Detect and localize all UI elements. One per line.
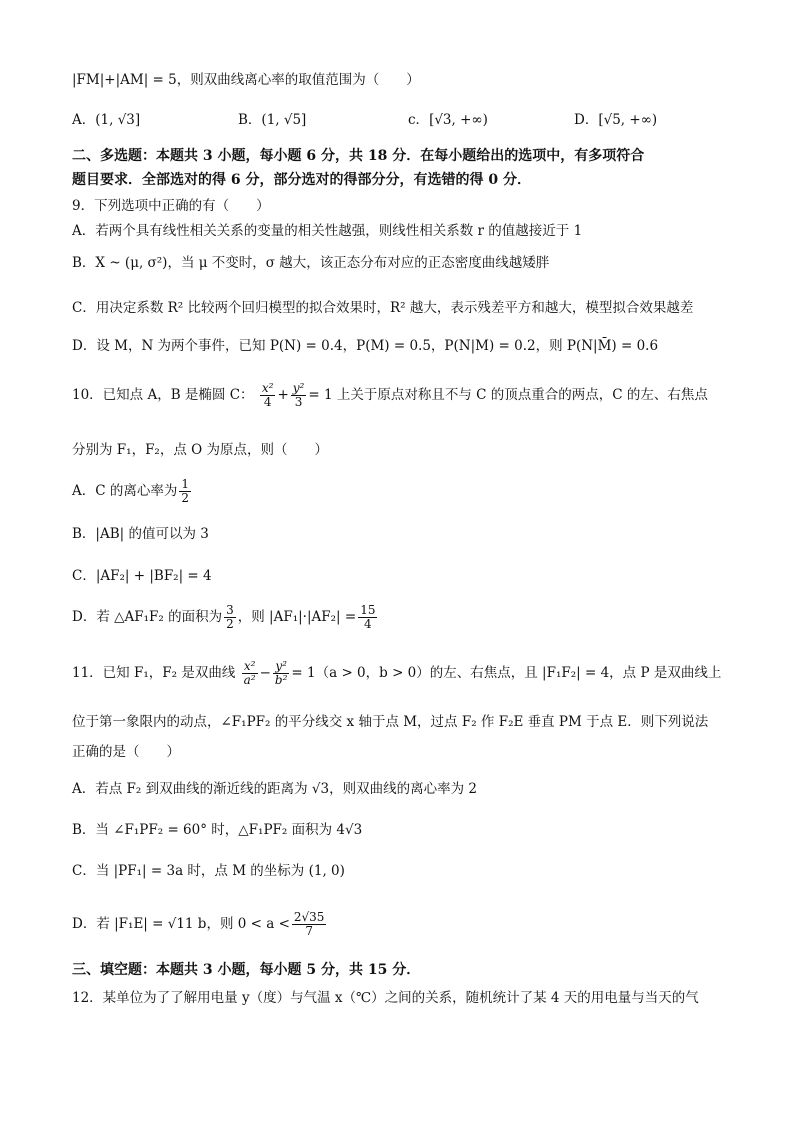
q8-options bbox=[72, 108, 734, 138]
q10-stem-line2: 分别为 F₁，F₂，点 O 为原点，则（ ） bbox=[72, 442, 328, 458]
q8-option-c-value: [√3, +∞) bbox=[429, 112, 488, 128]
q8-text: ，则双曲线离心率的取值范围为（ ） bbox=[176, 72, 420, 88]
q9-stem: 9．下列选项中正确的有（ ） bbox=[72, 198, 270, 214]
q9-option-a[interactable]: A．若两个具有线性相关关系的变量的相关性越强，则线性相关系数 r 的值越接近于 1 bbox=[72, 223, 583, 239]
q11-stem-line2: 位于第一象限内的动点，∠F₁PF₂ 的平分线交 x 轴于点 M，过点 F₂ 作 F₂E 垂直 PM 于点 E．则下列说法 bbox=[72, 714, 709, 730]
section2-heading-2: 题目要求．全部选对的得 6 分，部分选对的得部分分，有选错的得 0 分． bbox=[72, 172, 531, 188]
q8-option-d-value: [√5, +∞) bbox=[598, 112, 658, 128]
q11-hyperbola-y-term: $\frac{\text{y²}}{\text{b²}}$ bbox=[274, 659, 288, 687]
q11-option-d[interactable]: D．若 |F₁E| = √11 b，则 0 < a < $\frac{2√35}{7}$ bbox=[72, 910, 325, 938]
q11-stem-line1: 11．已知 F₁，F₂ 是双曲线 $\frac{\text{x²}}{\text{a²}}$ − $\frac{\text{y²}}{\text{b²}}$ = 1（a > 0，b > 0）的左、右焦点，且 |F₁F₂| = 4，点 P 是双曲线上 bbox=[72, 659, 722, 687]
q10-option-a[interactable]: A．C 的离心率为 $\frac{1}{2}$ bbox=[72, 477, 190, 505]
section2-heading-1: 二、多选题：本题共 3 小题，每小题 6 分，共 18 分．在每小题给出的选项中，有多项符合 bbox=[72, 148, 645, 164]
q11-option-c[interactable]: C．当 |PF₁| = 3a 时，点 M 的坐标为 (1, 0) bbox=[72, 863, 345, 879]
q10-option-b[interactable]: B．|AB| 的值可以为 3 bbox=[72, 526, 209, 542]
q8-option-a[interactable]: A．(1, √3] bbox=[72, 112, 141, 128]
q12-stem: 12．某单位为了了解用电量 y（度）与气温 x（℃）之间的关系，随机统计了某 4 天的用电量与当天的气 bbox=[72, 990, 699, 1006]
q11-option-b[interactable]: B．当 ∠F₁PF₂ = 60° 时，△F₁PF₂ 面积为 4√3 bbox=[72, 822, 363, 838]
q8-option-b-value: (1, √5] bbox=[261, 112, 307, 128]
q8-option-b[interactable]: B．(1, √5] bbox=[238, 112, 307, 128]
q8-stem-tail bbox=[72, 70, 734, 90]
q9-option-b[interactable]: B．X ~ (μ, σ²)，当 μ 不变时，σ 越大，该正态分布对应的正态密度曲线越矮胖 bbox=[72, 255, 550, 271]
q10-option-c[interactable]: C．|AF₂| + |BF₂| = 4 bbox=[72, 568, 212, 584]
q11-option-a[interactable]: A．若点 F₂ 到双曲线的渐近线的距离为 √3，则双曲线的离心率为 2 bbox=[72, 781, 477, 797]
q10-ellipse-y-term: $\frac{\text{y²}}{3}$ bbox=[292, 381, 305, 409]
q10-stem-line1: 10．已知点 A，B 是椭圆 C： $\frac{\text{x²}}{4}$ + $\frac{\text{y²}}{3}$ = 1 上关于原点对称且不与 C 的顶点重合的两点，C 的左、右焦点 bbox=[72, 381, 708, 409]
q9-option-d[interactable]: D．设 M，N 为两个事件，已知 P(N) = 0.4，P(M) = 0.5，P(N|M) = 0.2，则 P(N|M̄) = 0.6 bbox=[72, 338, 659, 354]
q8-condition: |FM|+|AM| = 5 bbox=[72, 72, 177, 88]
q8-option-d[interactable]: D．[√5, +∞) bbox=[574, 112, 658, 128]
q9-option-c[interactable]: C．用决定系数 R² 比较两个回归模型的拟合效果时，R² 越大，表示残差平方和越大，模型拟合效果越差 bbox=[72, 300, 694, 316]
q11-hyperbola-x-term: $\frac{\text{x²}}{\text{a²}}$ bbox=[243, 659, 256, 687]
q10-option-d[interactable]: D．若 △AF₁F₂ 的面积为 $\frac{3}{2}$ ，则 |AF₁|·|AF₂| = $\frac{15}{4}$ bbox=[72, 603, 376, 631]
q10-ellipse-x-term: $\frac{\text{x²}}{4}$ bbox=[261, 381, 274, 409]
q8-option-c[interactable]: c．[√3, +∞) bbox=[408, 112, 488, 128]
q8-option-a-value: (1, √3] bbox=[95, 112, 141, 128]
q11-stem-line3: 正确的是（ ） bbox=[72, 744, 180, 760]
section3-heading: 三、填空题：本题共 3 小题，每小题 5 分，共 15 分． bbox=[72, 962, 421, 978]
